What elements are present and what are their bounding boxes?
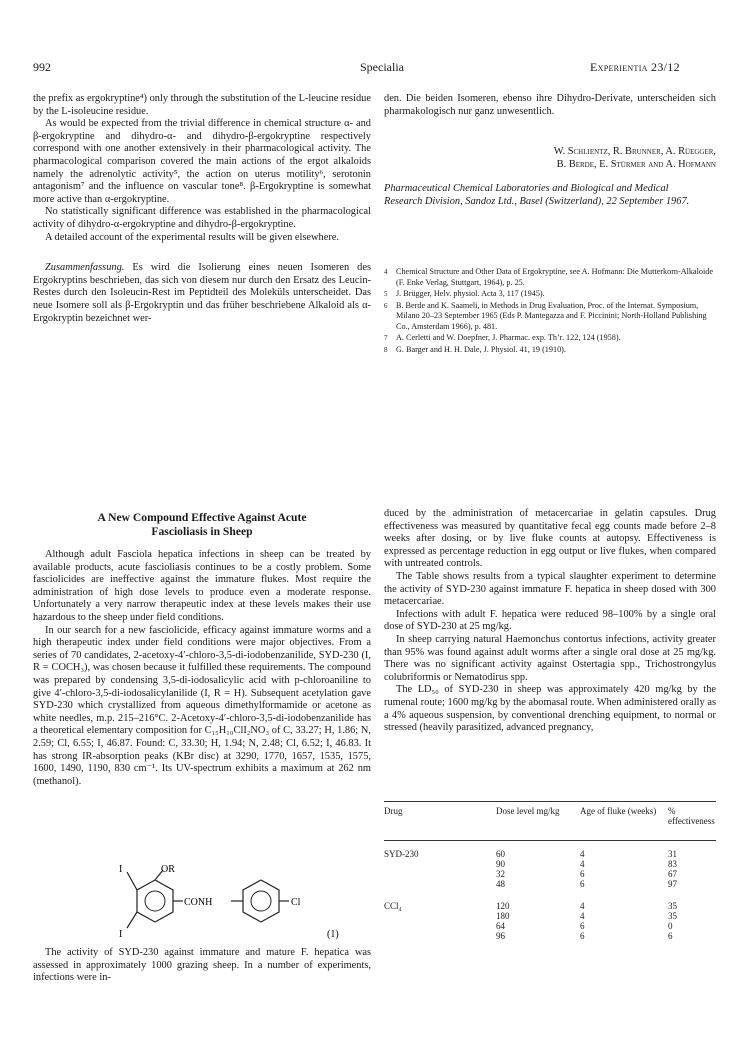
bond [127,872,137,890]
footnote-number: 8 [384,345,388,354]
table-cell: 0 [668,921,673,931]
table-row [384,879,716,901]
zusammenfassung-label: Zusammenfassung. [45,262,125,274]
paragraph: den. Die beiden Isomeren, ebenso ihre Dihydro-Derivate, unterscheiden sich pharmakologisch nur ganz unwesentlich. [384,93,716,117]
top-left-column [33,93,371,325]
footnote-text: B. Berde and K. Saameli, in Methods in Drug Evaluation, Proc. of the Internat. Symposium, Milano 20–23 September 1965 (Eds P. Mantegazza and F. Piccinini; North-Holland Publishing Co., Amsterdam 1966), p. 481. [396,300,707,331]
table-header: Age of fluke (weeks) [580,806,657,816]
table-cell: 64 [496,921,505,931]
table-cell: 6 [580,931,585,941]
paragraph: The Table shows results from a typical slaughter experiment to determine the activity of SYD-230 against immature F. hepatica in sheep dosed with 300 metacercariae. [384,570,716,608]
section-name: Specialia [360,60,404,74]
table-cell [384,879,496,901]
article-title-line: Fascioliasis in Sheep [151,525,253,538]
article-left-bottom [33,947,371,985]
paragraph: A detailed account of the experimental results will be given elsewhere. [45,231,340,243]
table-row [384,901,716,911]
table-cell: 180 [496,911,510,921]
footnote-text: Chemical Structure and Other Data of Ergokryptine, see A. Hofmann: Die Mutterkorn-Alkaloide (F. Enke Verlag, Stuttgart, 1964), p. 25. [396,267,714,287]
benzene-ring [243,880,279,922]
zusammenfassung-text: Es wird die Isolierung eines neuen Isomeren des Ergokryptins beschrieben, das sich von diesem nur durch den Ersatz des Leucin-Restes durch den Isoleucin-Rest im Peptidteil des Moleküls unterscheidet. Das neue Isomere soll als β-Ergokryptin und das früher beschriebene Alkaloid als α-Ergokryptin bezeichnet wer- [33,262,371,324]
footnote [384,267,716,288]
paragraph: duced by the administration of metacercariae in gelatin capsules. Drug effectiveness was measured by quantitative fecal egg counts made before 2–8 weeks after dosing, or by live fluke counts at autopsy. Effectiveness is expressed as percentage reduction in egg output or live flukes, when compared with untreated controls. [384,508,716,570]
footnote-number: 4 [384,268,388,276]
atom-label-iodine: I [119,929,123,940]
page-number: 992 [33,60,51,74]
paragraph: The activity of SYD-230 against immature and mature F. hepatica was assessed in approximately 1000 grazing sheep. In a number of experiments, infections were in- [33,947,371,984]
table-cell: SYD-230 [384,849,419,859]
affiliation: Pharmaceutical Chemical Laboratories and Biological and Medical Research Division, Sandoz Ltd., Basel (Switzerland), 22 September 1967. [384,183,690,207]
footnote-number: 6 [384,301,388,310]
table-header: % effectiveness [668,806,715,826]
article-left-column [33,549,371,788]
table-cell: 35 [668,911,677,921]
table [384,806,716,840]
table-cell: CCl₄ [384,901,402,911]
table-cell [384,931,496,941]
authors-line: W. Schlientz, R. Brunner, A. Rüegger, [553,146,716,157]
table-cell: 96 [496,931,505,941]
authors [384,146,716,171]
footnote-number: 5 [384,290,388,298]
chemical-structure [95,862,365,942]
table-cell: 120 [496,901,510,911]
footnote-number: 7 [384,334,388,342]
table-row [384,921,716,931]
article-title-line: A New Compound Effective Against Acute [97,511,307,524]
footnote-text: A. Cerletti and W. Doepfner, J. Pharmac. exp. Th’r. 122, 124 (1958). [396,333,621,342]
article-title [33,511,371,539]
table-cell: 6 [580,869,585,879]
table-cell: 4 [580,859,585,869]
compound-number: (1) [327,929,339,940]
footnotes [384,267,716,356]
benzene-ring [137,880,173,922]
table-cell: 4 [580,901,585,911]
table-cell [384,859,496,869]
table-cell: 4 [580,911,585,921]
table-row [384,911,716,921]
table-cell: 4 [580,849,585,859]
table-cell: 6 [580,921,585,931]
paragraph: As would be expected from the trivial difference in chemical structure α- and β-ergokryptine and dihydro-α- and dihydro-β-ergokryptine respectively correspond with one another extensively in their pharmacological activity. The pharmacological comparison covered the main actions of the ergot alkaloids namely the adrenolytic activity⁵, the action on uterus motility⁶, serotonin antagonism⁷ and the influence on vascular tone⁸. β-Ergokryptine is somewhat more active than α-ergokryptine. [33,118,371,205]
footnote [384,345,716,356]
table-rule [384,840,716,841]
table-row [384,869,716,879]
zusammenfassung [33,262,371,325]
table-cell: 31 [668,849,677,859]
footnote-text: G. Barger and H. H. Dale, J. Physiol. 41, 19 (1910). [396,344,566,354]
footnote-text: J. Brügger, Helv. physiol. Acta 3, 117 (1945). [396,289,545,298]
table-cell: 35 [668,901,677,911]
table-cell [384,869,496,879]
table-row [384,931,716,941]
table-body [384,849,716,941]
footnote [384,289,716,300]
footnote [384,333,716,344]
atom-label-or: OR [161,864,175,875]
article-right-column [384,508,716,735]
footnote [384,301,716,333]
paragraph: In our search for a new fasciolicide, efficacy against immature worms and a high therapeutic index under field conditions were major objectives. From a series of 70 candidates, 2-acetoxy-4′-chloro-3,5-di-iodobenzanilide, SYD-230 (I, R = COCH₃), was chosen because it fulfilled these requirements. The compound was prepared by condensing 3,5-di-iodosalicylic acid with p-chloroaniline to give 4′-chloro-3,5-di-iodosalicylanilide (I, R = H). Subsequent acetylation gave SYD-230 which crystallized from aqueous dimethylformamide or acetone as white needles, m.p. 215–216°C. 2-Acetoxy-4′-chloro-3,5-di-iodobenzanilide has a theoretical elementary composition for C₁₅H₁₀ClI₂NO₃ of C, 33.27; H, 1.86; N, 2.59; Cl, 6.55; I, 46.87. Found: C, 33.30; H, 1.94; N, 2.48; Cl, 6.52; I, 46.83. It has strong IR-absorption peaks (KBr disc) at 3290, 1770, 1657, 1535, 1575, 1600, 1490, 1190, 830 cm⁻¹. Its UV-spectrum exhibits a maximum at 262 nm (methanol). [33,624,371,787]
atom-label-chlorine: Cl [291,897,301,908]
table-row [384,859,716,869]
bond [127,912,137,928]
table-header: Dose level mg/kg [496,806,560,816]
paragraph: the prefix as ergokryptine⁴) only through the substitution of the L-leucine residue by the L-isoleucine residue. [33,93,371,117]
table-rule [384,801,716,802]
atom-label-iodine: I [119,864,123,875]
paragraph: The LD₅₀ of SYD-230 in sheep was approximately 420 mg/kg by the rumenal route; 1600 mg/kg by the abomasal route. When administered orally as a 4% aqueous suspension, by conventional drenching equipment, to normal or stressed (heavily parasitized, advanced pregnancy, [384,684,716,734]
aromatic-circle [145,891,165,911]
table-cell: 60 [496,849,505,859]
table-cell [384,921,496,931]
table-cell: 90 [496,859,505,869]
paragraph: Although adult Fasciola hepatica infections in sheep can be treated by available products, acute fascioliasis continues to be a costly problem. Some fasciolicides are ineffective against the immature flukes. Most require the administration of high dose levels to produce even a moderate response. Unfortunately a very narrow therapeutic index at these levels makes their use hazardous to the sheep under field conditions. [33,549,371,623]
table-header: Drug [384,806,403,816]
table-cell: 67 [668,869,677,879]
table-cell: 83 [668,859,677,869]
group-label-conh: CONH [184,897,213,908]
results-table [384,801,716,941]
journal-name: Experientia 23/12 [590,60,680,74]
table-cell: 48 [496,879,505,889]
table-header-row [384,806,716,840]
table-cell: 6 [668,931,673,941]
paragraph: In sheep carrying natural Haemonchus contortus infections, activity greater than 95% was found against adult worms after a single oral dose at 25 mg/kg. There was no significant activity against Ostertagia spp., Trichostrongylus colubriformis or Nematodirus spp. [384,633,716,683]
top-right-column [384,93,716,118]
table-cell: 97 [668,879,677,889]
authors-line: B. Berde, E. Stürmer and A. Hofmann [556,158,716,170]
table-row [384,849,716,859]
paragraph: No statistically significant difference was established in the pharmacological activity of dihydro-α-ergokryptine and dihydro-β-ergokryptine. [33,206,371,230]
aromatic-circle [251,891,271,911]
table-cell [384,911,496,921]
paragraph: Infections with adult F. hepatica were reduced 98–100% by a single oral dose of SYD-230 at 25 mg/kg. [384,608,716,633]
table-cell: 32 [496,869,505,879]
table-cell: 6 [580,879,585,889]
